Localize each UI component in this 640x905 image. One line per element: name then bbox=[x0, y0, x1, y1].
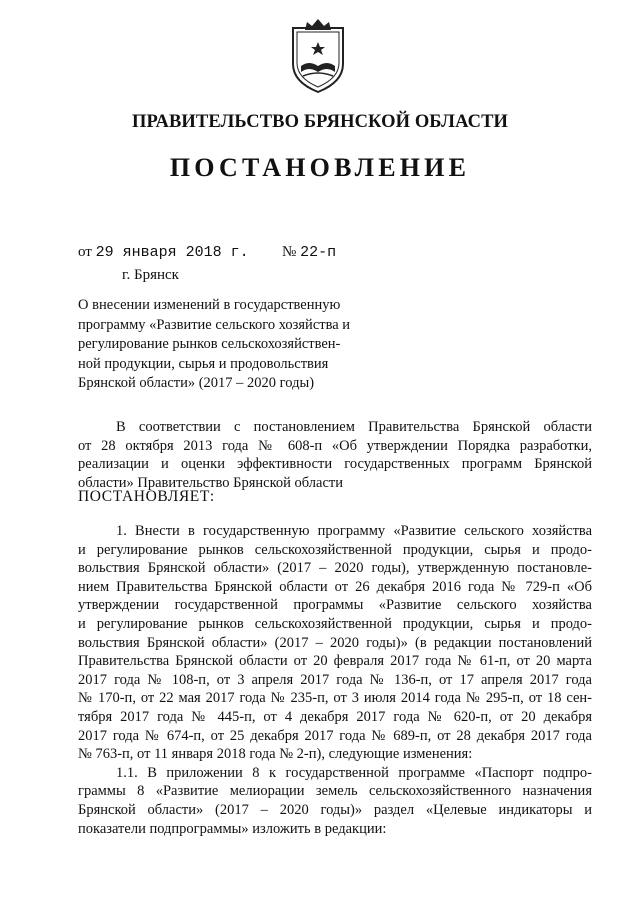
item1-line: 2017 года № 108-п, от 3 апреля 2017 года № 136-п, от 17 апреля 2017 года bbox=[78, 671, 592, 688]
item1-line: вольствия Брянской области» (2017 – 2020 годы), утвержденную постановле- bbox=[78, 560, 592, 577]
item1-line: и регулирование рынков сельскохозяйственной продукции, сырья и продо- bbox=[78, 541, 592, 558]
subject-line: О внесении изменений в государственную bbox=[78, 297, 341, 313]
item-1-paragraph bbox=[78, 522, 592, 838]
item1-line: и регулирование рынков сельскохозяйственной продукции, сырья и продо- bbox=[78, 615, 592, 632]
coat-of-arms-emblem bbox=[287, 16, 349, 96]
date-value: 29 января 2018 г. bbox=[95, 244, 249, 261]
document-city: г. Брянск bbox=[122, 267, 179, 283]
preamble-line: от 28 октября 2013 года № 608-п «Об утверждении Порядка разработки, bbox=[78, 437, 592, 454]
document-kind-title: ПОСТАНОВЛЕНИЕ bbox=[169, 153, 471, 182]
item1-line: 2017 года № 674-п, от 25 декабря 2017 года № 689-п, от 28 декабря 2017 года bbox=[78, 727, 592, 744]
date-prefix: от bbox=[78, 244, 92, 260]
item11-line: Брянской области» (2017 – 2020 годы)» раздел «Целевые индикаторы и bbox=[78, 801, 592, 818]
document-subject bbox=[78, 296, 378, 394]
subject-line: Брянской области» (2017 – 2020 годы) bbox=[78, 375, 315, 391]
item11-line: 1.1. В приложении 8 к государственной программе «Паспорт подпро- bbox=[116, 764, 592, 781]
item1-line: № 763-п, от 11 января 2018 года № 2-п), следующие изменения: bbox=[78, 746, 473, 763]
item1-line: тября 2017 года № 445-п, от 4 декабря 2017 года № 620-п, от 20 декабря bbox=[78, 708, 592, 725]
preamble-line: реализации и оценки эффективности государственных программ Брянской bbox=[78, 456, 592, 473]
subject-line: программу «Развитие сельского хозяйства и bbox=[78, 316, 351, 333]
document-date bbox=[78, 244, 249, 261]
subject-line: регулирование рынков сельскохозяйствен- bbox=[78, 336, 341, 352]
item1-line: вольствия Брянской области» (2017 – 2020 годы)» (в редакции постановлений bbox=[78, 634, 592, 651]
organization-title: ПРАВИТЕЛЬСТВО БРЯНСКОЙ ОБЛАСТИ bbox=[131, 112, 508, 132]
number-value: 22-п bbox=[300, 244, 337, 261]
item1-line: 1. Внести в государственную программу «Развитие сельского хозяйства bbox=[116, 523, 592, 539]
item1-line: Правительства Брянской области от 20 февраля 2017 года № 61-п, от 20 марта bbox=[78, 653, 592, 670]
document-number bbox=[282, 244, 336, 261]
item11-line: граммы 8 «Развитие мелиорации земель сельскохозяйственного назначения bbox=[78, 783, 592, 800]
item1-line: утверждении государственной программы «Развитие сельского хозяйства bbox=[78, 597, 592, 614]
item1-line: № 170-п, от 22 мая 2017 года № 235-п, от 3 июля 2014 года № 295-п, от 18 сен- bbox=[78, 690, 592, 707]
preamble-line: В соответствии с постановлением Правительства Брянской области bbox=[116, 419, 592, 435]
item11-line: показатели подпрограммы» изложить в редакции: bbox=[78, 820, 387, 837]
resolve-word: ПОСТАНОВЛЯЕТ: bbox=[78, 488, 215, 505]
preamble-line: области» Правительство Брянской области bbox=[78, 474, 343, 491]
subject-line: ной продукции, сырья и продовольствия bbox=[78, 355, 329, 372]
number-prefix: № bbox=[282, 244, 297, 260]
preamble-paragraph bbox=[78, 418, 592, 492]
item1-line: нием Правительства Брянской области от 26 декабря 2016 года № 729-п «Об bbox=[78, 578, 592, 595]
